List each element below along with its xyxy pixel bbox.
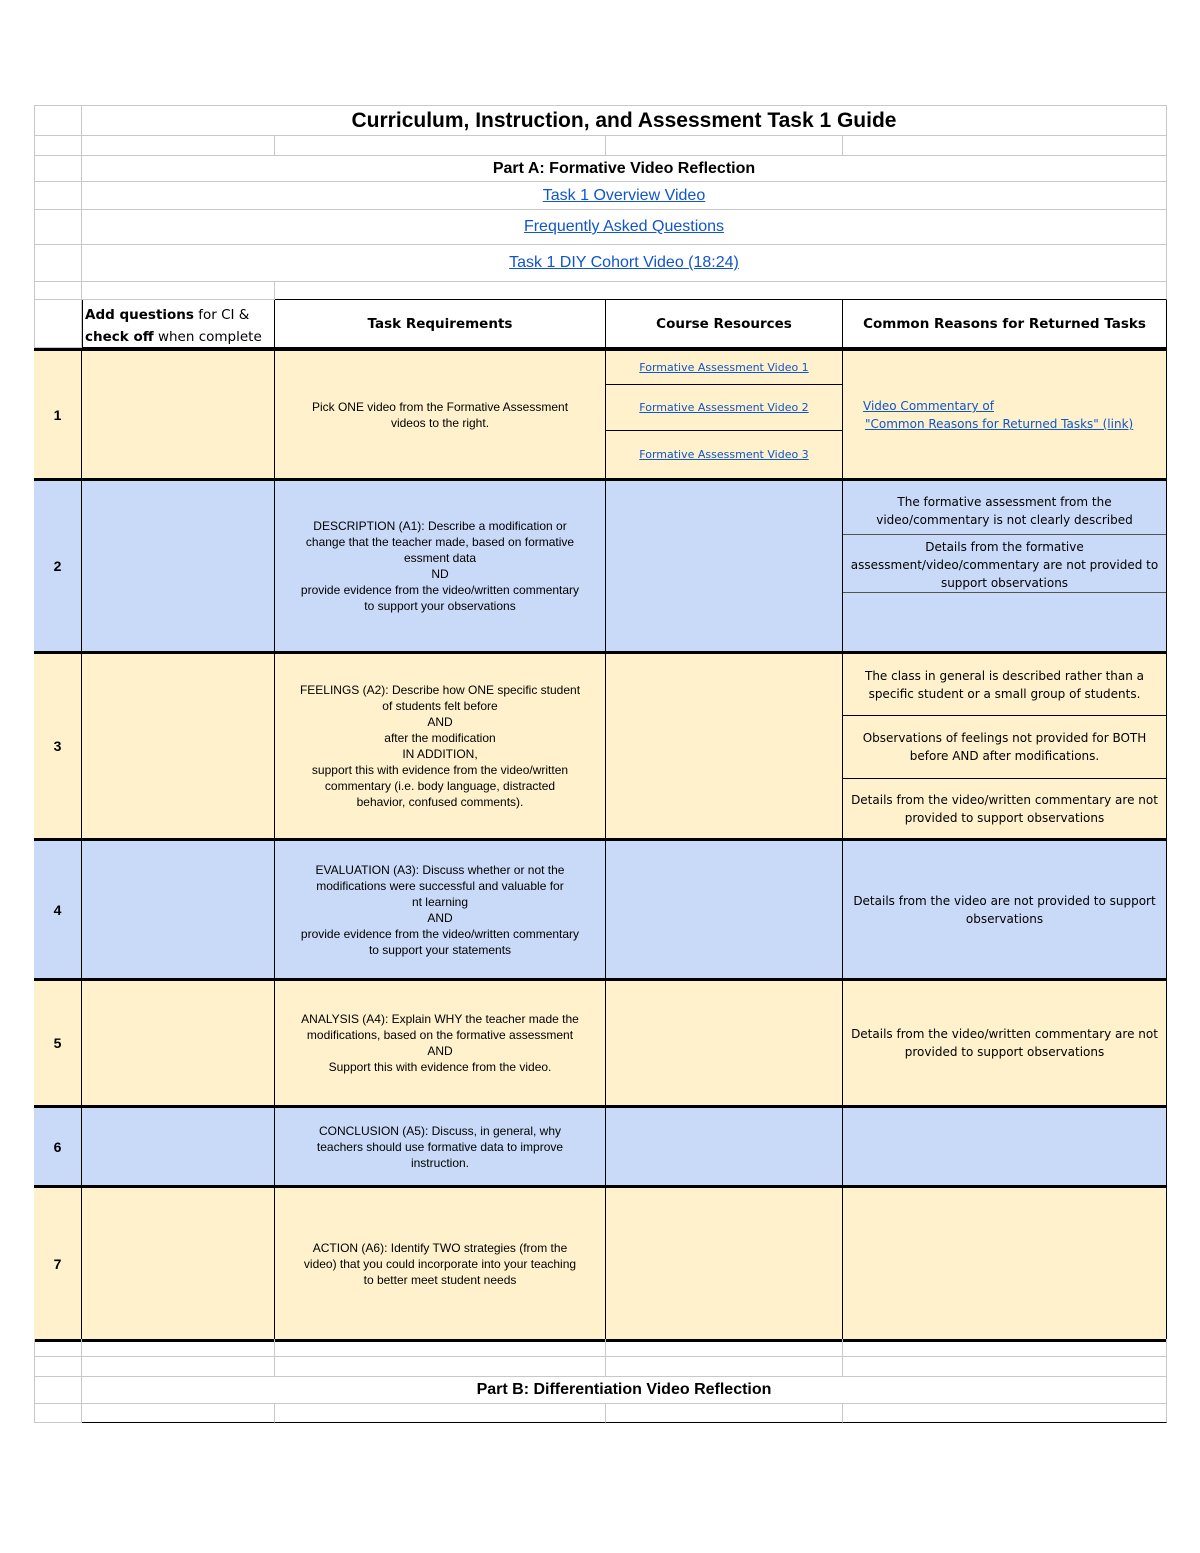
checkoff-cell[interactable]	[82, 981, 275, 1105]
row-number: 7	[34, 1188, 82, 1339]
common-reasons-cell	[843, 981, 1167, 1105]
reason-text: Details from the video/written commentary are not provided to support observations	[851, 792, 1158, 825]
row-number: 4	[34, 841, 82, 978]
requirement-row-6	[34, 1108, 1167, 1188]
row-number: 2	[34, 481, 82, 651]
requirement-text: ANALYSIS (A4): Explain WHY the teacher made the modifications, based on the formative assessment AND Support this with evidence from the video.	[275, 981, 606, 1105]
task-requirements-header: Task Requirements	[275, 300, 606, 348]
spacer-row	[34, 1339, 1167, 1357]
formative-video-2-link[interactable]: Formative Assessment Video 2	[639, 400, 809, 414]
page-title: Curriculum, Instruction, and Assessment Task 1 Guide	[351, 108, 897, 132]
checkoff-cell[interactable]	[82, 351, 275, 478]
requirement-text: CONCLUSION (A5): Discuss, in general, why teachers should use formative data to improve instruction.	[275, 1108, 606, 1185]
common-reasons-cell	[843, 1108, 1167, 1185]
requirement-row-4	[34, 841, 1167, 981]
course-resources-cell	[606, 981, 843, 1105]
checkoff-cell[interactable]	[82, 1108, 275, 1185]
course-resources-cell	[606, 841, 843, 978]
course-resources-cell	[606, 351, 843, 478]
requirement-text: DESCRIPTION (A1): Describe a modification or change that the teacher made, based on formative essment data ND provide evidence from the video/written commentary to support your observations	[275, 481, 606, 651]
column-header-row	[34, 300, 1167, 348]
row-number: 5	[34, 981, 82, 1105]
formative-video-1-link[interactable]: Formative Assessment Video 1	[639, 360, 809, 374]
link-row-overview	[34, 182, 1167, 210]
part-a-title: Part A: Formative Video Reflection	[492, 159, 756, 177]
add-questions-header: Add questions for CI & check off when complete	[82, 300, 275, 348]
requirement-text: FEELINGS (A2): Describe how ONE specific student of students felt before AND after the modification IN ADDITION, support this with evidence from the video/written commentary (i.e. body language, distracted behavior, confused comments).	[275, 654, 606, 838]
part-b-title: Part B: Differentiation Video Reflection	[476, 1381, 772, 1398]
common-reasons-header: Common Reasons for Returned Tasks	[843, 300, 1167, 348]
title-row	[34, 105, 1167, 136]
reason-text: Details from the video/written commentary are not provided to support observations	[851, 1027, 1158, 1059]
part-b-row	[34, 1377, 1167, 1404]
course-resources-cell	[606, 1108, 843, 1185]
course-resources-cell	[606, 654, 843, 838]
requirement-row-3	[34, 654, 1167, 841]
requirement-text: EVALUATION (A3): Discuss whether or not the modifications were successful and valuable for nt learning AND provide evidence from the video/written commentary to support your statements	[275, 841, 606, 978]
spacer-row	[34, 136, 1167, 156]
part-a-row	[34, 156, 1167, 182]
row-number: 6	[34, 1108, 82, 1185]
reason-text: Details from the formative assessment/video/commentary are not provided to support observations	[843, 537, 1166, 593]
checkoff-cell[interactable]	[82, 1188, 275, 1339]
requirement-row-7	[34, 1188, 1167, 1342]
task1-overview-video-link[interactable]: Task 1 Overview Video	[542, 186, 706, 204]
requirement-text: ACTION (A6): Identify TWO strategies (from the video) that you could incorporate into your teaching to better meet student needs	[275, 1188, 606, 1339]
common-reasons-cell	[843, 481, 1167, 651]
link-row-cohort	[34, 245, 1167, 282]
reason-text: Observations of feelings not provided for BOTH before AND after modifications.	[843, 716, 1166, 779]
requirement-text: Pick ONE video from the Formative Assessment videos to the right.	[275, 351, 606, 478]
course-resources-header: Course Resources	[606, 300, 843, 348]
course-resources-cell	[606, 481, 843, 651]
spacer-row	[34, 282, 1167, 300]
spacer-row	[34, 1357, 1167, 1377]
common-reasons-link[interactable]: "Common Reasons for Returned Tasks" (link)	[865, 417, 1134, 431]
requirement-row-5	[34, 981, 1167, 1108]
link-row-faq	[34, 210, 1167, 245]
reason-text: Details from the video are not provided to support observations	[853, 893, 1156, 926]
diy-cohort-video-link[interactable]: Task 1 DIY Cohort Video (18:24)	[509, 254, 739, 271]
requirement-row-1	[34, 351, 1167, 481]
common-reasons-cell	[843, 841, 1167, 978]
checkoff-cell[interactable]	[82, 841, 275, 978]
formative-video-3-link[interactable]: Formative Assessment Video 3	[639, 447, 809, 461]
requirements-table	[34, 348, 1167, 1339]
checkoff-cell[interactable]	[82, 481, 275, 651]
common-reasons-cell	[843, 654, 1167, 838]
checkoff-cell[interactable]	[82, 654, 275, 838]
course-resources-cell	[606, 1188, 843, 1339]
common-reasons-cell	[843, 351, 1167, 478]
faq-link[interactable]: Frequently Asked Questions	[523, 218, 725, 235]
reason-text: The class in general is described rather than a specific student or a small group of students.	[843, 654, 1166, 716]
video-commentary-link[interactable]: Video Commentary of	[863, 399, 994, 413]
common-reasons-cell	[843, 1188, 1167, 1339]
row-number: 3	[34, 654, 82, 838]
row-number: 1	[34, 351, 82, 478]
spacer-row	[34, 1404, 1167, 1423]
requirement-row-2	[34, 481, 1167, 654]
reason-text: The formative assessment from the video/commentary is not clearly described	[843, 487, 1166, 535]
